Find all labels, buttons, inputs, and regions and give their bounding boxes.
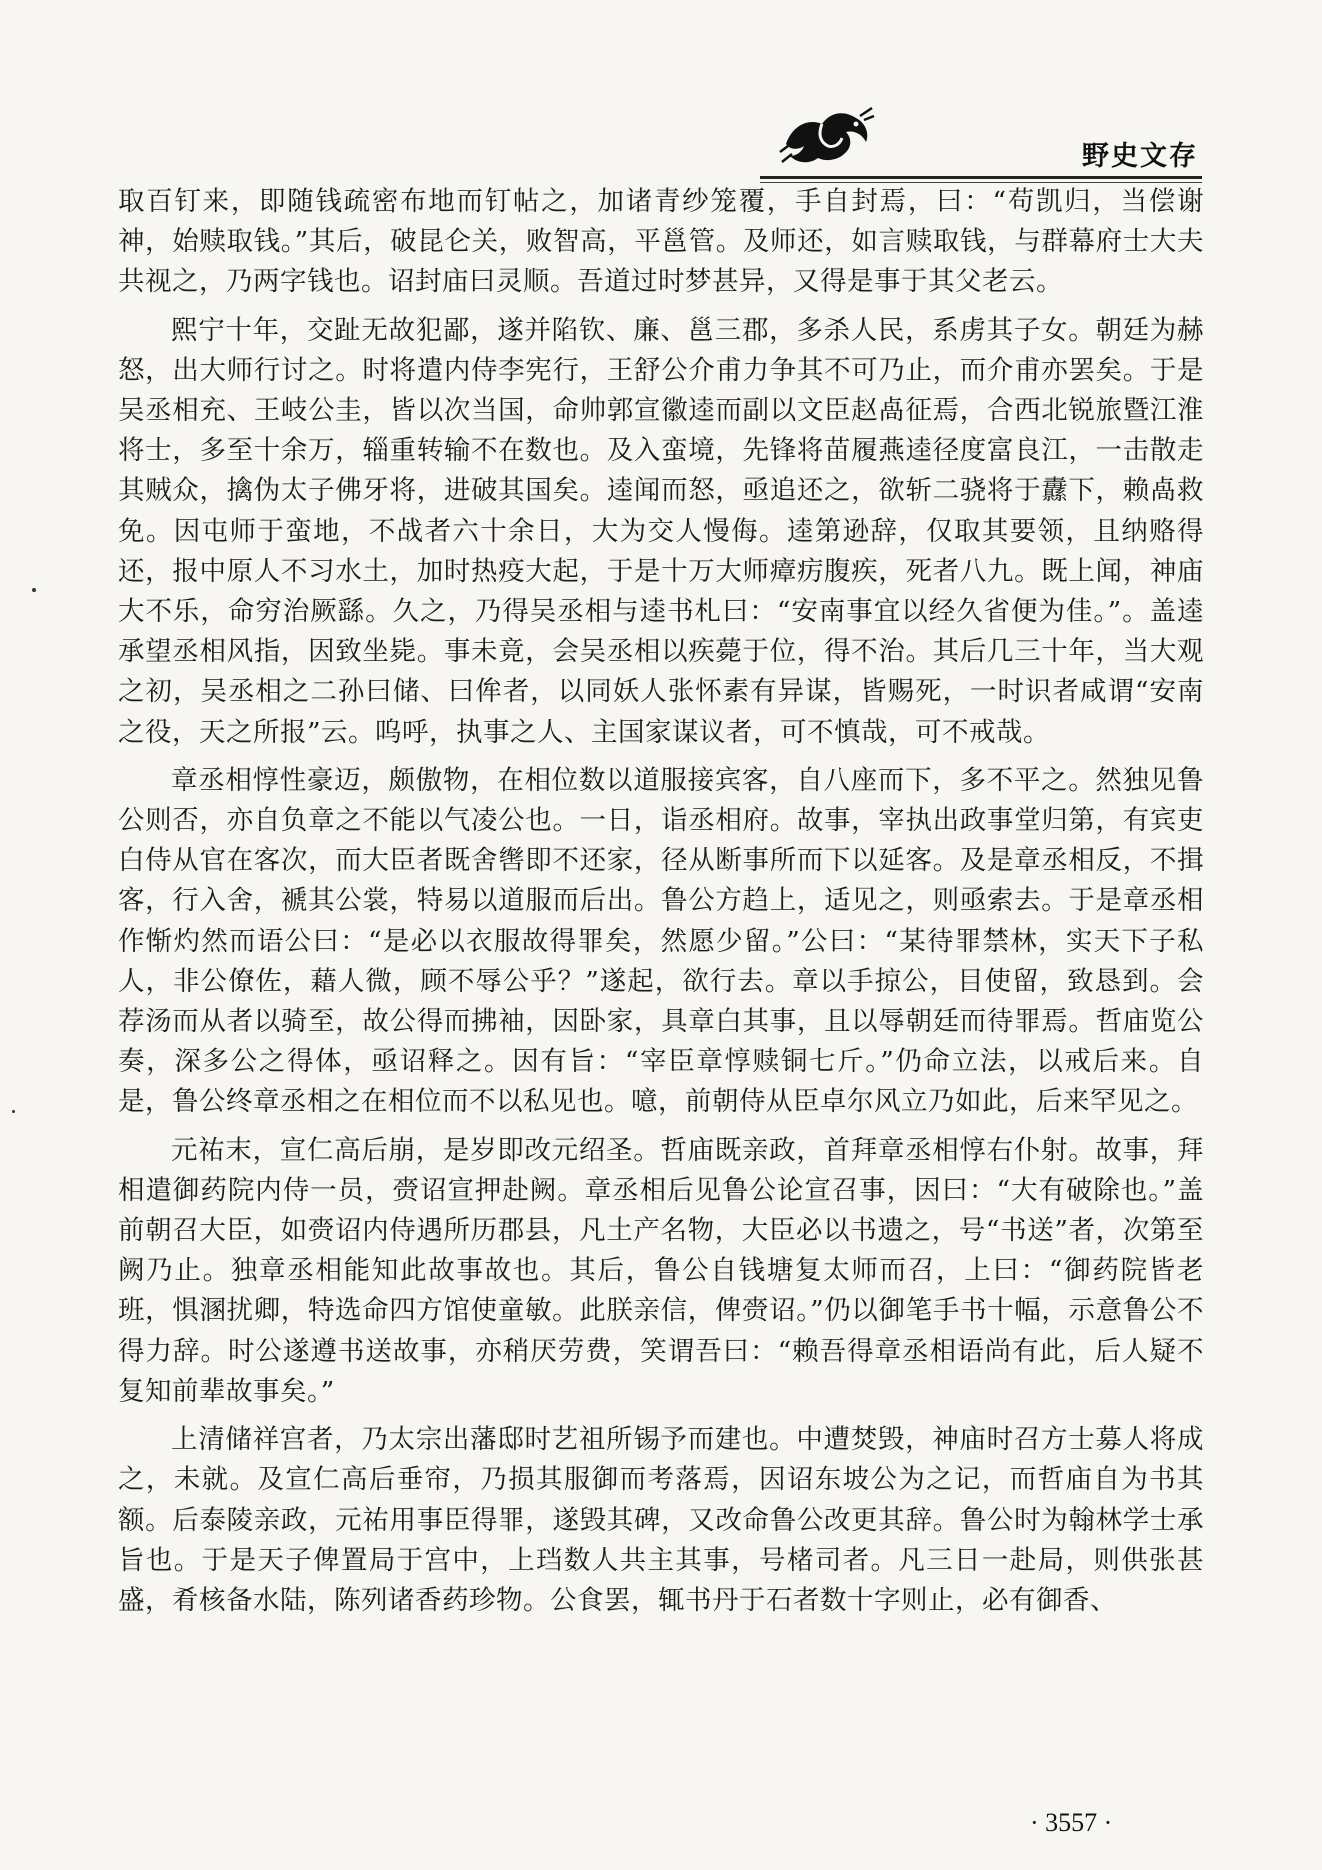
series-title: 野史文存 (1082, 141, 1198, 172)
paragraph: 元祐末，宣仁高后崩，是岁即改元绍圣。哲庙既亲政，首拜章丞相惇右仆射。故事，拜相遣御药院内侍一员，赍诏宣押赴阙。章丞相后见鲁公论宣召事，因曰：“大有破除也。”盖前朝召大臣，如赍诏内侍遇所历郡县，凡土产名物，大臣必以书遗之，号“书送”者，次第至阙乃止。独章丞相能知此故事故也。其后，鲁公自钱塘复太师而召，上曰：“御药院皆老班，惧溷扰卿，特选命四方馆使童敏。此朕亲信，俾赍诏。”仍以御笔手书十幅，示意鲁公不得力辞。时公遂遵书送故事，亦稍厌劳费，笑谓吾曰：“赖吾得章丞相语尚有此，后人疑不复知前辈故事矣。” (118, 1134, 1204, 1407)
dragon-icon (778, 104, 876, 170)
scan-speck (32, 588, 36, 592)
scan-speck (12, 1110, 15, 1113)
page-number: · 3557 · (1030, 1808, 1113, 1837)
paragraph: 取百钉来，即随钱疏密布地而钉帖之，加诸青纱笼覆，手自封焉，曰：“苟凯归，当偿谢神，始赎取钱。”其后，破昆仑关，败智高，平邕管。及师还，如言赎取钱，与群幕府士大夫共视之，乃两字钱也。诏封庙曰灵顺。吾道过时梦甚异，又得是事于其父老云。 (118, 186, 1204, 298)
page-header (0, 0, 1322, 200)
paragraph: 上清储祥宫者，乃太宗出藩邸时艺祖所锡予而建也。中遭焚毁，神庙时召方士募人将成之，未就。及宣仁高后垂帘，乃损其服御而考落焉，因诏东坡公为之记，而哲庙自为书其额。后泰陵亲政，元祐用事臣得罪，遂毁其碑，又改命鲁公改更其辞。鲁公时为翰林学士承旨也。于是天子俾置局于宫中，上珰数人共主其事，号楮司者。凡三日一赴局，则供张甚盛，肴核备水陆，陈列诸香药珍物。公食罢，辄书丹于石者数十字则止，必有御香、 (118, 1424, 1204, 1616)
header-rule (760, 176, 1202, 179)
body-text (118, 182, 1204, 1629)
paragraph: 熙宁十年，交趾无故犯鄙，遂并陷钦、廉、邕三郡，多杀人民，系虏其子女。朝廷为赫怒，出大师行讨之。时将遣内侍李宪行，王舒公介甫力争其不可乃止，而介甫亦罢矣。于是吴丞相充、王岐公圭，皆以次当国，命帅郭宣徽逵而副以文臣赵卨征焉，合西北锐旅暨江淮将士，多至十余万，辎重转输不在数也。及入蛮境，先锋将苗履燕逵径度富良江，一击散走其贼众，擒伪太子佛牙将，进破其国矣。逵闻而怒，亟追还之，欲斩二骁将于纛下，赖卨救免。因屯师于蛮地，不战者六十余日，大为交人慢侮。逵第逊辞，仅取其要领，且纳赂得还，报中原人不习水土，加时热疫大起，于是十万大师瘴疠腹疾，死者八九。既上闻，神庙大不乐，命穷治厥繇。久之，乃得吴丞相与逵书札曰：“安南事宜以经久省便为佳。”。盖逵承望丞相风指，因致坐毙。事未竟，会吴丞相以疾薨于位，得不治。其后几三十年，当大观之初，吴丞相之二孙曰储、曰侔者，以同妖人张怀素有异谋，皆赐死，一时识者咸谓“安南之役，天之所报”云。呜呼，执事之人、主国家谋议者，可不慎哉，可不戒哉。 (118, 314, 1204, 748)
paragraph: 章丞相惇性豪迈，颇傲物，在相位数以道服接宾客，自八座而下，多不平之。然独见鲁公则否，亦自负章之不能以气凌公也。一日，诣丞相府。故事，宰执出政事堂归第，有宾吏白侍从官在客次，而大臣者既舍辔即不还家，径从断事所而下以延客。及是章丞相反，不揖客，行入舍，褫其公裳，特易以道服而后出。鲁公方趋上，适见之，则亟索去。于是章丞相作惭灼然而语公曰：“是必以衣服故得罪矣，然愿少留。”公曰：“某待罪禁林，实天下子私人，非公僚佐，藉人微，顾不辱公乎？”遂起，欲行去。章以手掠公，目使留，致恳到。会荐汤而从者以骑至，故公得而拂袖，因卧家，具章白其事，且以辱朝廷而待罪焉。哲庙览公奏，深多公之得体，亟诏释之。因有旨：“宰臣章惇赎铜七斤。”仍命立法，以戒后来。自是，鲁公终章丞相之在相位而不以私见也。噫，前朝侍从臣卓尔风立乃如此，后来罕见之。 (118, 764, 1204, 1118)
